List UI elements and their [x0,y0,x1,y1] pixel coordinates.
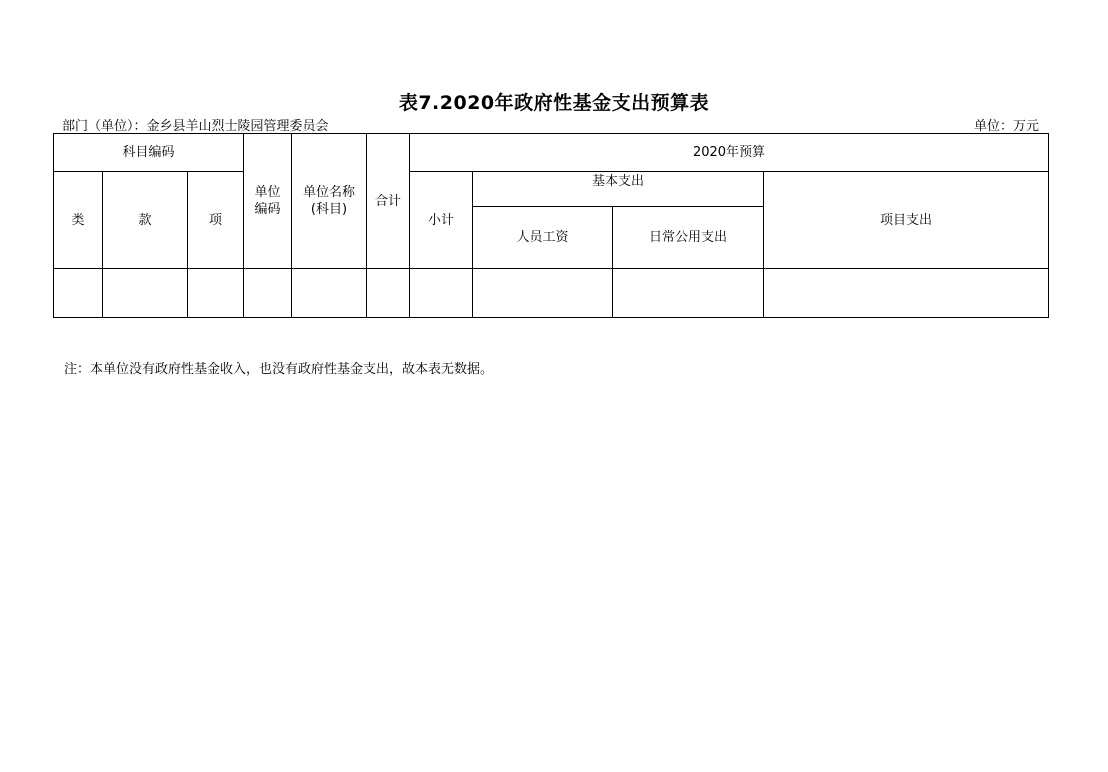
header-budget-2020: 2020年预算 [410,134,1049,172]
department-label: 部门（单位）：金乡县羊山烈士陵园管理委员会 [62,119,329,134]
header-subtotal: 小计 [410,172,473,269]
header-daily-public: 日常公用支出 [613,207,764,269]
header-unit-name-line1: 单位名称 [302,185,355,200]
header-lei: 类 [54,172,103,269]
header-unit-code [244,134,292,269]
table-cell [292,269,367,318]
header-unit-code-line1: 单位 [254,185,281,200]
table-cell [103,269,188,318]
table-cell [764,269,1049,318]
header-kuan: 款 [103,172,188,269]
header-unit-name [292,134,367,269]
unit-label: 单位：万元 [973,119,1039,134]
table-title: 表7.2020年政府性基金支出预算表 [398,92,710,114]
header-project-expense: 项目支出 [764,172,1049,269]
table-cell [54,269,103,318]
budget-table [53,133,1049,318]
header-unit-name-line2: (科目) [310,202,348,217]
header-unit-code-line2: 编码 [254,202,281,217]
header-subject-code: 科目编码 [54,134,244,172]
table-cell [613,269,764,318]
table-cell [367,269,410,318]
header-personnel-salary: 人员工资 [473,207,613,269]
table-row [54,269,1049,318]
table-cell [473,269,613,318]
table-cell [410,269,473,318]
header-basic-expense: 基本支出 [473,172,764,207]
header-xiang: 项 [188,172,244,269]
header-total: 合计 [367,134,410,269]
table-cell [244,269,292,318]
footnote: 注：本单位没有政府性基金收入，也没有政府性基金支出，故本表无数据。 [64,362,494,377]
table-cell [188,269,244,318]
